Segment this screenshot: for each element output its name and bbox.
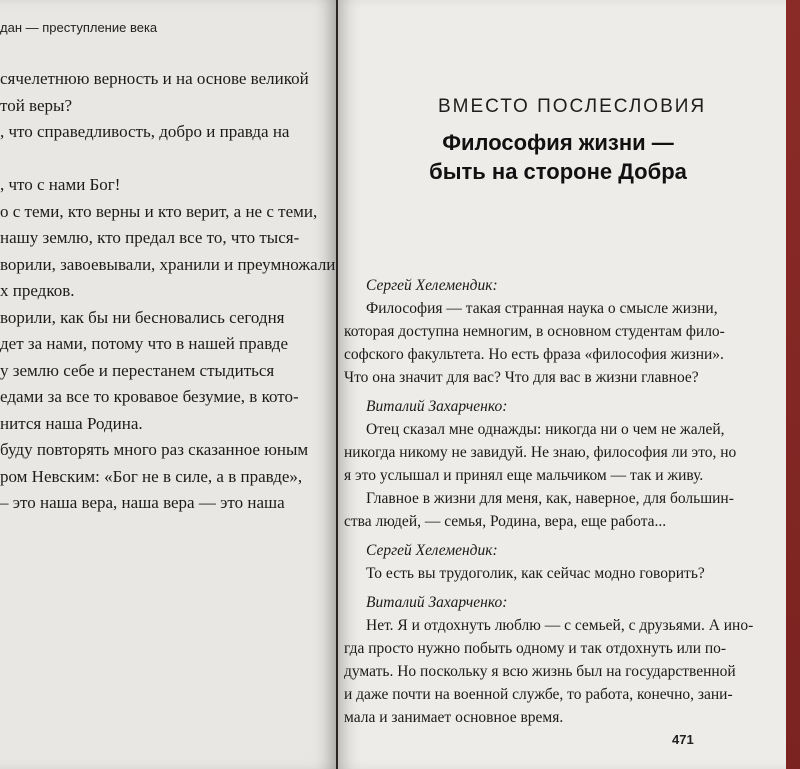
section-heading: ВМЕСТО ПОСЛЕСЛОВИЯ (438, 96, 707, 117)
text-line: едами за все то кровавое безумие, в кото- (0, 387, 299, 406)
text-line: сячелетнюю верность и на основе великой (0, 69, 309, 88)
text-line: ворили, как бы ни бесновались сегодня (0, 307, 285, 327)
chapter-title-line: Философия жизни — (442, 130, 674, 155)
text-line: о с теми, кто верны и кто верит, а не с теми, (0, 201, 318, 221)
text-line: – это наша вера, наша вера — это наша (0, 493, 285, 512)
text-line: дет за нами, потому что в нашей правде (0, 334, 288, 353)
text-line: софского факультета. Но есть фраза «философия жизни». (344, 346, 724, 363)
text-line (0, 146, 330, 173)
text-line: гда просто нужно побыть одному и так отдохнуть или по- (344, 640, 727, 657)
text-line: думать. Но поскольку я всю жизнь был на государственной (344, 663, 736, 680)
text-line: ства людей, — семья, Родина, вера, еще работа... (344, 513, 667, 530)
text-line: Отец сказал мне однажды: никогда ни о чем не жалей, (366, 421, 725, 438)
text-line: Нет. Я и отдохнуть люблю — с семьей, с друзьями. А ино- (366, 617, 754, 634)
text-line: у землю себе и перестанем стыдиться (0, 360, 275, 380)
chapter-title-line: быть на стороне Добра (429, 159, 687, 184)
left-page-text (0, 66, 336, 517)
cover-edge (786, 0, 800, 769)
text-line: той веры? (0, 95, 72, 115)
speaker-name: Сергей Хелемендик: (366, 542, 498, 559)
text-line: нашу землю, кто предал все то, что тыся- (0, 228, 300, 247)
text-line: ром Невским: «Бог не в силе, а в правде», (0, 466, 303, 486)
speaker-name: Виталий Захарченко: (366, 594, 508, 611)
text-line: , что с нами Бог! (0, 175, 121, 194)
right-page-text (344, 268, 764, 729)
text-line: никогда никому не завидуй. Не знаю, философия ли это, но (344, 444, 737, 461)
text-line: х предков. (0, 281, 75, 300)
left-page (0, 0, 336, 769)
page-number: 471 (672, 732, 694, 747)
text-line: Философия — такая странная наука о смысле жизни, (366, 300, 718, 317)
right-page (338, 0, 800, 769)
text-line: , что справедливость, добро и правда на (0, 122, 290, 141)
text-line: Главное в жизни для меня, как, наверное, для большин- (366, 490, 734, 507)
text-line: буду повторять много раз сказанное юным (0, 440, 309, 459)
text-line: То есть вы трудоголик, как сейчас модно говорить? (366, 565, 705, 582)
text-line: ворили, завоевывали, хранили и преумножали (0, 254, 336, 274)
chapter-title (408, 128, 708, 186)
text-line: я это услышал и принял еще мальчиком — так и живу. (344, 467, 704, 484)
speaker-name: Виталий Захарченко: (366, 398, 508, 415)
text-line: и даже почти на военной службе, то работа, конечно, зани- (344, 686, 733, 703)
speaker-name: Сергей Хелемендик: (366, 277, 498, 294)
text-line: нится наша Родина. (0, 413, 143, 433)
text-line: которая доступна немногим, в основном студентам фило- (344, 323, 725, 340)
text-line: мала и занимает основное время. (344, 709, 564, 726)
text-line: Что она значит для вас? Что для вас в жизни главное? (344, 369, 699, 386)
running-head: дан — преступление века (0, 20, 158, 35)
